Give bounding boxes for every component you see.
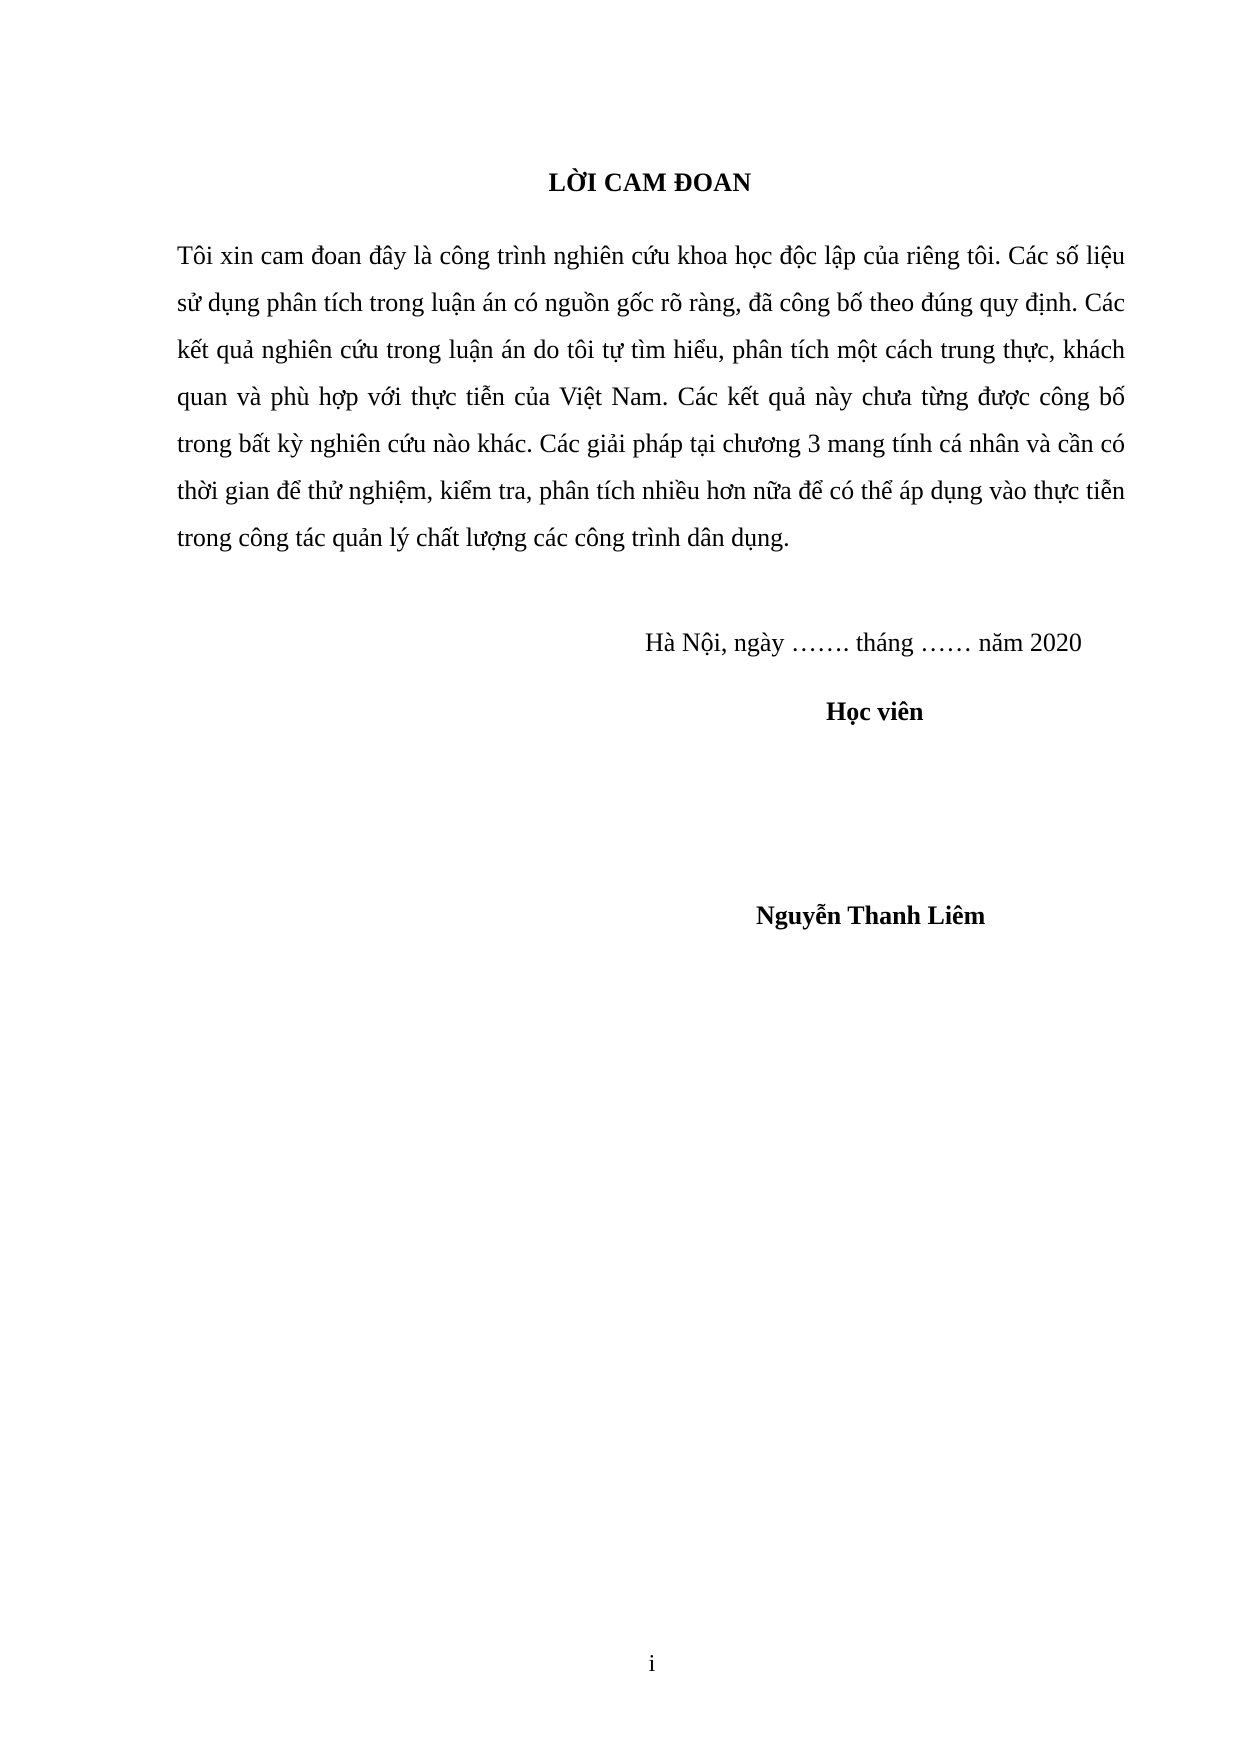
page-number: i — [648, 1651, 656, 1677]
declaration-paragraph: Tôi xin cam đoan đây là công trình nghiên cứu khoa học độc lập của riêng tôi. Các số liệu sử dụng phân tích trong luận án có nguồn gốc rõ ràng, đã công bố theo đúng quy định. Các kết quả nghiên cứu trong luận án do tôi tự tìm hiểu, phân tích một cách trung thực, khách quan và phù hợp với thực tiễn của Việt Nam. Các kết quả này chưa từng được công bố trong bất kỳ nghiên cứu nào khác. Các giải pháp tại chương 3 mang tính cá nhân và cần có thời gian để thử nghiệm, kiểm tra, phân tích nhiều hơn nữa để có thể áp dụng vào thực tiễn trong công tác quản lý chất lượng các công trình dân dụng. — [177, 241, 1125, 552]
signer-name: Nguyễn Thanh Liêm — [756, 901, 986, 930]
page-title: LỜI CAM ĐOAN — [548, 168, 752, 197]
signer-role: Học viên — [826, 697, 924, 726]
date-line: Hà Nội, ngày ……. tháng …… năm 2020 — [645, 628, 1082, 657]
